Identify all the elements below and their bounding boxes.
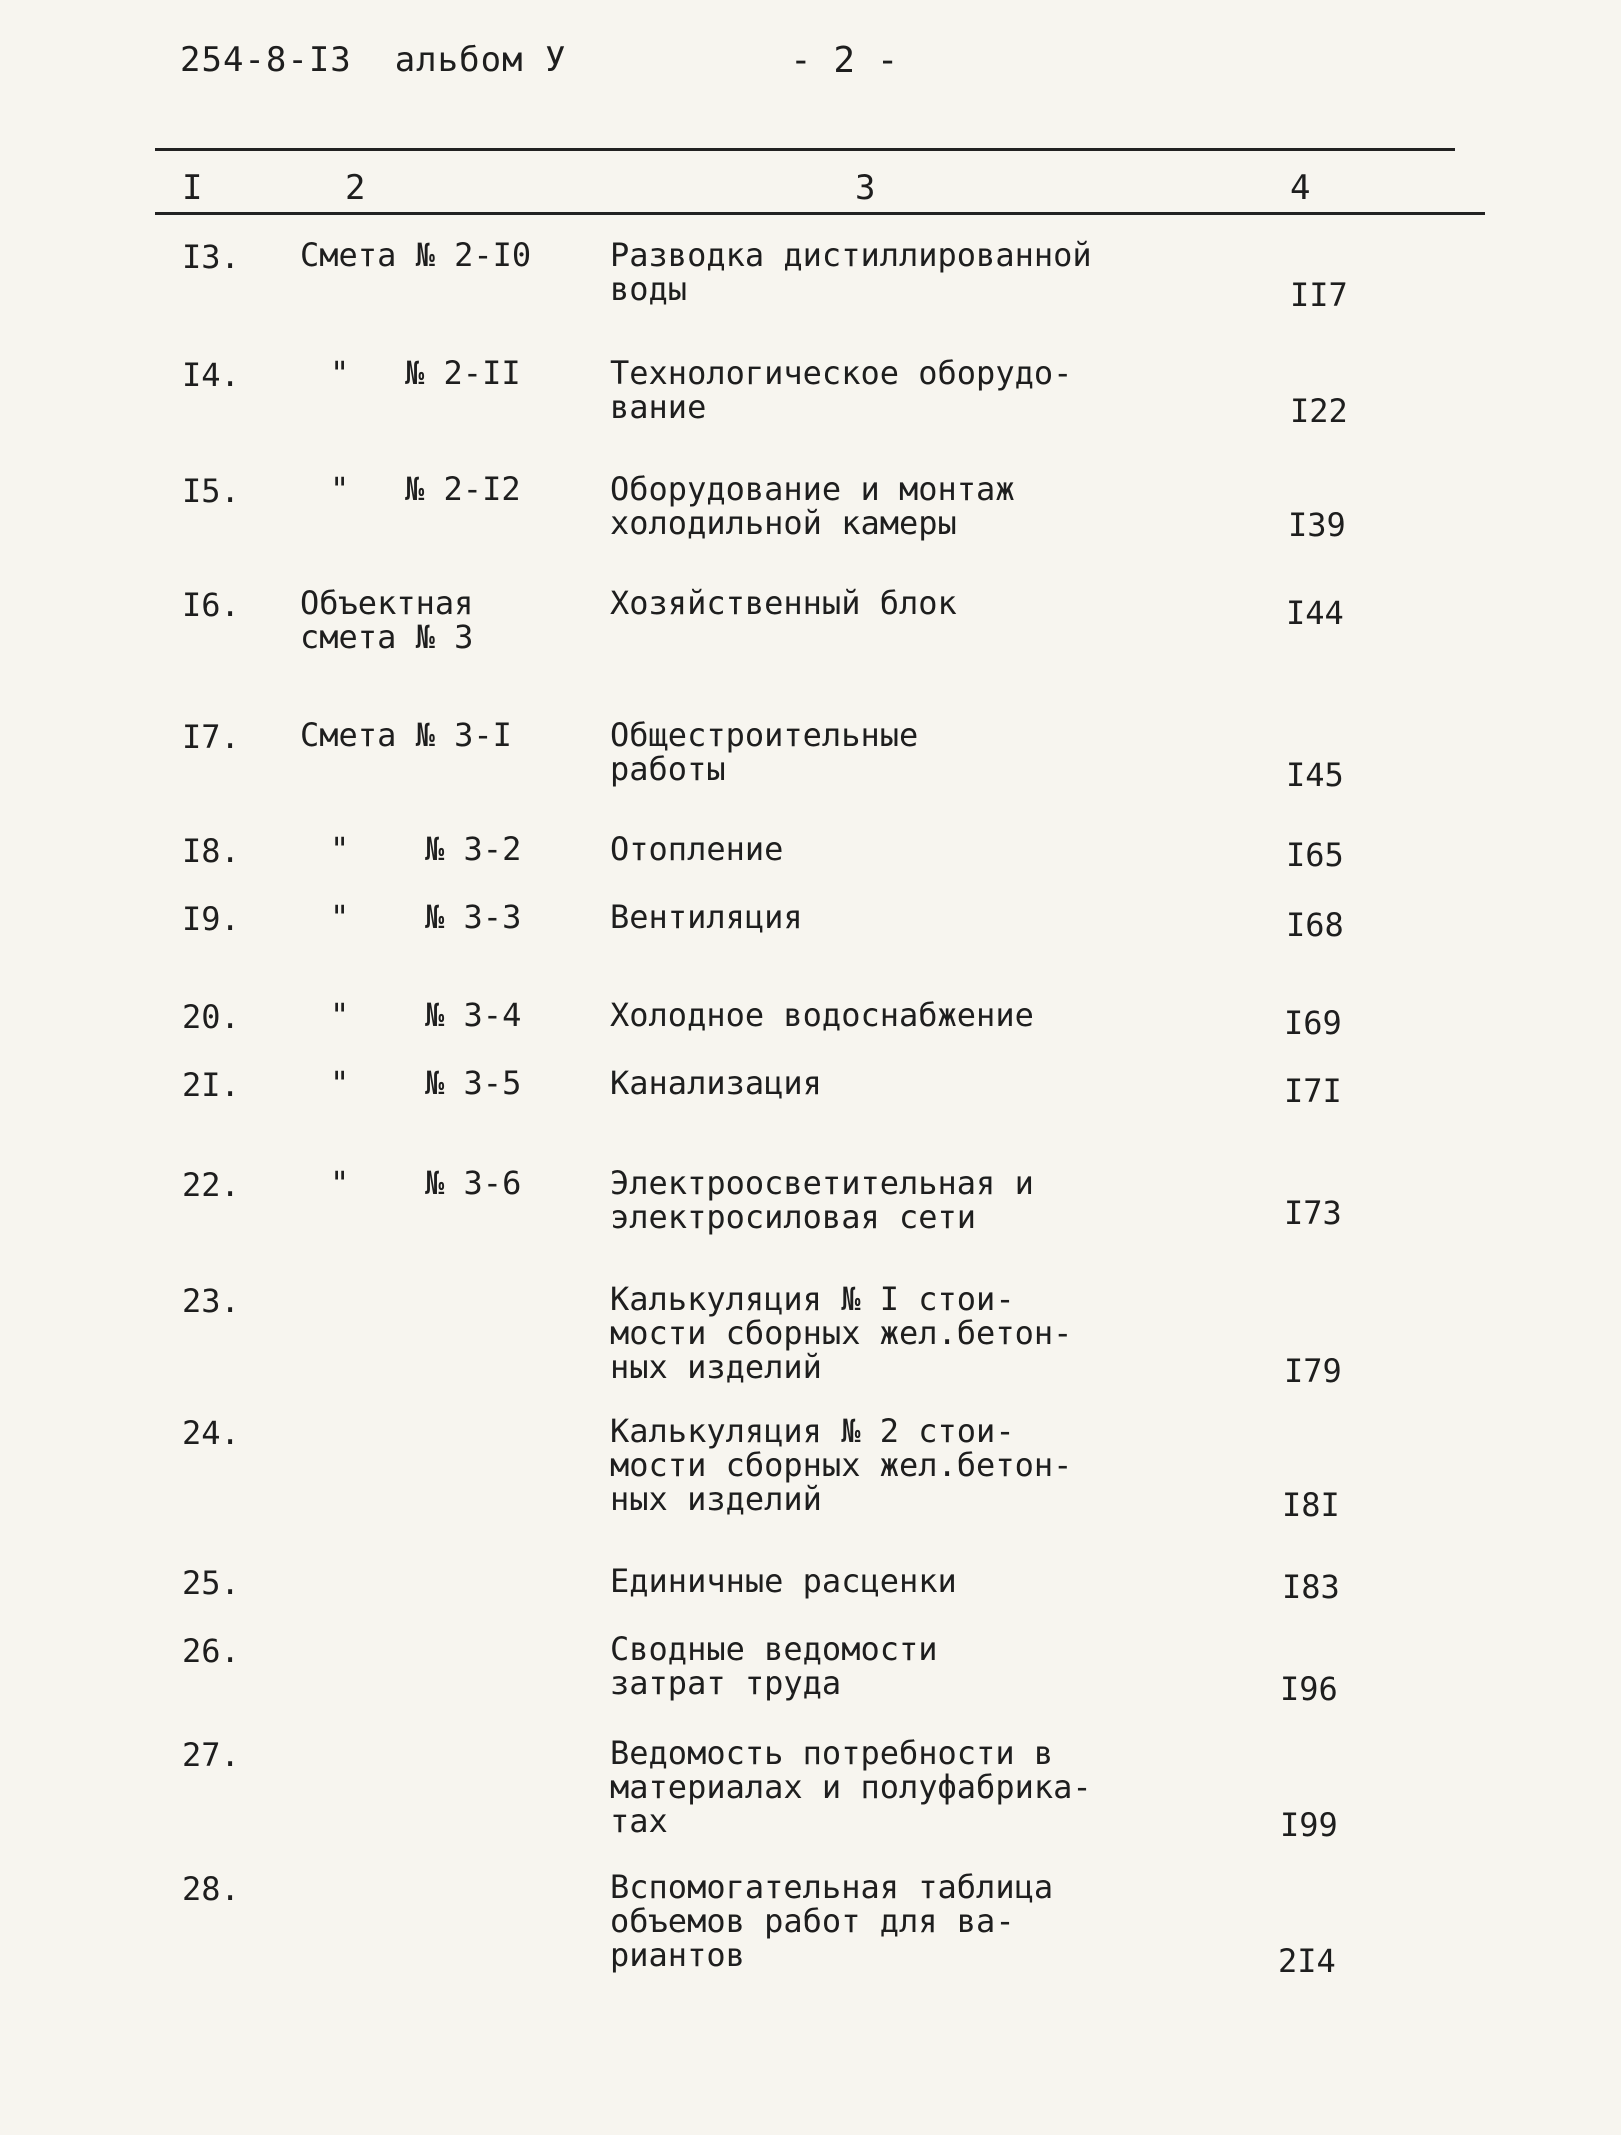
row-number: 28. <box>182 1870 240 1908</box>
row-title: Отопление <box>610 830 784 868</box>
ditto-mark: " <box>330 470 350 508</box>
row-number: I5. <box>182 472 240 510</box>
document-number: № 3-3 <box>425 898 522 936</box>
ditto-mark: " <box>330 996 350 1034</box>
row-number: 23. <box>182 1282 240 1320</box>
row-number: 20. <box>182 998 240 1036</box>
row-title: Разводка дистиллированной воды <box>610 236 1092 308</box>
row-number: 24. <box>182 1414 240 1452</box>
row-number: I8. <box>182 832 240 870</box>
row-title: Вспомогательная таблица объемов работ для ва- риантов <box>610 1868 1054 1974</box>
column-header-1: I <box>182 168 203 208</box>
ditto-mark: " <box>330 1164 350 1202</box>
row-title: Вентиляция <box>610 898 803 936</box>
row-page: I7I <box>1284 1072 1342 1110</box>
row-number: I3. <box>182 238 240 276</box>
row-page: I39 <box>1288 506 1346 544</box>
row-number: I7. <box>182 718 240 756</box>
column-header-2: 2 <box>345 168 366 208</box>
row-page: II7 <box>1290 276 1348 314</box>
row-document: Объектная смета № 3 <box>300 584 474 656</box>
table-top-rule <box>155 148 1455 151</box>
row-page: I79 <box>1284 1352 1342 1390</box>
ditto-mark: " <box>330 354 350 392</box>
document-number: № 3-6 <box>425 1164 522 1202</box>
row-title: Электроосветительная и электросиловая сети <box>610 1164 1034 1236</box>
document-code: 254-8-I3 альбом У <box>180 40 567 80</box>
row-title: Общестроительные работы <box>610 716 919 788</box>
row-number: I9. <box>182 900 240 938</box>
row-document <box>300 1166 590 1302</box>
row-number: 27. <box>182 1736 240 1774</box>
document-number: № 3-5 <box>425 1064 522 1102</box>
ditto-mark: " <box>330 898 350 936</box>
row-page: I73 <box>1284 1194 1342 1232</box>
row-page: I44 <box>1286 594 1344 632</box>
row-page: I68 <box>1286 906 1344 944</box>
row-number: I4. <box>182 356 240 394</box>
row-title: Хозяйственный блок <box>610 584 957 622</box>
page-number: - 2 - <box>790 40 899 81</box>
row-title: Единичные расценки <box>610 1562 957 1600</box>
row-number: 25. <box>182 1564 240 1602</box>
row-title: Калькуляция № 2 стои- мости сборных жел.бетон- ных изделий <box>610 1412 1073 1518</box>
row-number: I6. <box>182 586 240 624</box>
ditto-mark: " <box>330 1064 350 1102</box>
row-number: 2I. <box>182 1066 240 1104</box>
row-title: Ведомость потребности в материалах и полуфабрика- тах <box>610 1734 1092 1840</box>
row-page: I22 <box>1290 392 1348 430</box>
document-number: № 3-2 <box>425 830 522 868</box>
row-page: I45 <box>1286 756 1344 794</box>
row-page: 2I4 <box>1278 1942 1336 1980</box>
row-page: I8I <box>1282 1486 1340 1524</box>
document-number: № 2-II <box>405 354 521 392</box>
row-title: Оборудование и монтаж холодильной камеры <box>610 470 1015 542</box>
column-header-4: 4 <box>1290 168 1311 208</box>
row-document: Смета № 3-I <box>300 716 512 754</box>
row-page: I83 <box>1282 1568 1340 1606</box>
header-bottom-rule <box>155 212 1485 215</box>
row-page: I69 <box>1284 1004 1342 1042</box>
row-page: I99 <box>1280 1806 1338 1844</box>
row-page: I96 <box>1280 1670 1338 1708</box>
row-title: Калькуляция № I стои- мости сборных жел.бетон- ных изделий <box>610 1280 1073 1386</box>
document-number: № 2-I2 <box>405 470 521 508</box>
row-document: Смета № 2-I0 <box>300 236 532 274</box>
row-title: Холодное водоснабжение <box>610 996 1034 1034</box>
row-page: I65 <box>1286 836 1344 874</box>
row-title: Технологическое оборудо- вание <box>610 354 1073 426</box>
row-number: 22. <box>182 1166 240 1204</box>
row-number: 26. <box>182 1632 240 1670</box>
column-header-3: 3 <box>855 168 876 208</box>
row-title: Канализация <box>610 1064 822 1102</box>
document-number: № 3-4 <box>425 996 522 1034</box>
ditto-mark: " <box>330 830 350 868</box>
row-title: Сводные ведомости затрат труда <box>610 1630 938 1702</box>
